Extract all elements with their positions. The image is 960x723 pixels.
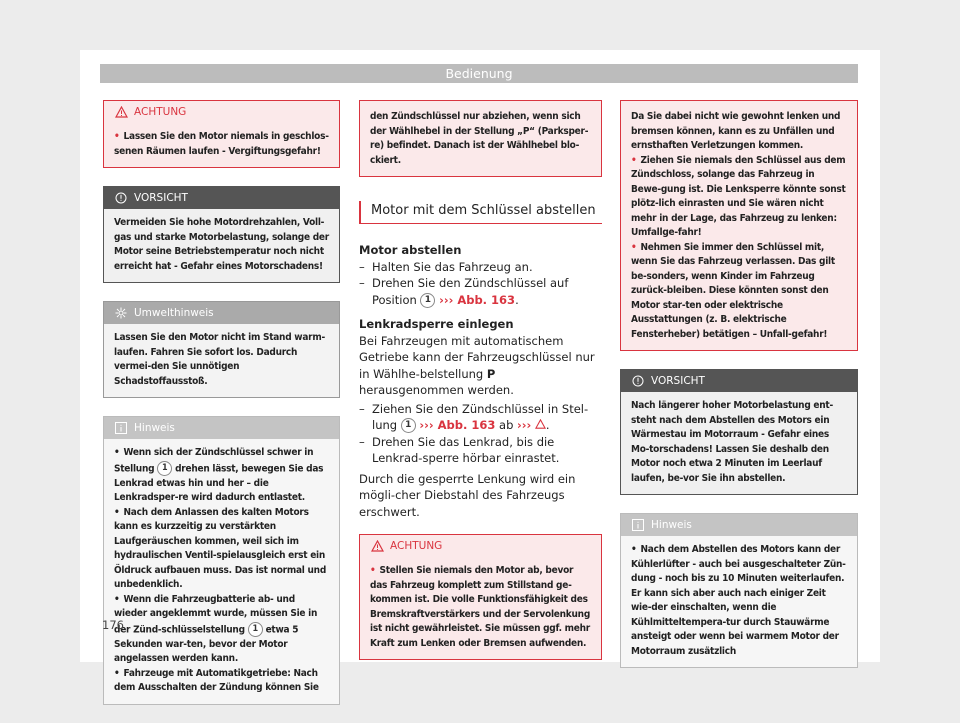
caution-body: Nach längerer hoher Motorbelastung ent-steht nach dem Abstellen des Motors ein Wärmestau im Motorraum - Gefahr eines Mo-torschadens! Lassen Sie deshalb den Motor noch etwa 2 Minuten im Leerlauf laufen, be-vor Sie ihn abstellen. bbox=[631, 400, 833, 484]
warning-title: ACHTUNG bbox=[390, 540, 443, 552]
figure-link[interactable]: ››› Abb. 163 bbox=[419, 418, 496, 432]
warning-triangle-icon bbox=[114, 106, 128, 118]
environment-body: Lassen Sie den Motor nicht im Stand warm-laufen. Fahren Sie sofort los. Dadurch vermei-den Sie unnötigen Schadstoffausstoß. bbox=[114, 332, 325, 387]
list-item: • Stellen Sie niemals den Motor ab, bevor das Fahrzeug komplett zum Stillstand ge-kommen ist. Die volle Funktionsfähigkeit des Bremskraftverstärkers und der Servolenkung ist nicht gewährleistet. Sie müssen ggf. mehr Kraft zum Lenken oder Bremsen aufwenden. bbox=[370, 565, 591, 649]
leaf-icon bbox=[114, 307, 128, 319]
note-body bbox=[104, 439, 339, 704]
info-circle-icon bbox=[114, 192, 128, 204]
caution-title: VORSICHT bbox=[134, 192, 188, 204]
caution-box bbox=[103, 186, 340, 283]
caution-box bbox=[620, 369, 858, 495]
warning-title: ACHTUNG bbox=[134, 106, 187, 118]
caution-title: VORSICHT bbox=[651, 375, 705, 387]
column-middle bbox=[359, 100, 602, 678]
list-item: • Wenn die Fahrzeugbatterie ab- und wieder angeklemmt wurde, müssen Sie in der Zünd-schlüsselstellung 1 etwa 5 Sekunden war-ten, bevor der Motor angelassen werden kann. bbox=[114, 593, 318, 664]
position-marker: 1 bbox=[420, 293, 435, 308]
page-header: Bedienung bbox=[100, 64, 858, 83]
info-circle-icon bbox=[631, 375, 645, 387]
warning-box bbox=[103, 100, 340, 168]
warning-continued-box bbox=[620, 100, 858, 351]
warning-continued-body bbox=[621, 101, 857, 350]
note-title: Hinweis bbox=[134, 422, 175, 434]
list-item: • Fahrzeuge mit Automatikgetriebe: Nach dem Ausschalten der Zündung können Sie bbox=[114, 667, 319, 693]
warning-triangle-icon bbox=[535, 418, 546, 432]
list-item: – Drehen Sie das Lenkrad, bis die Lenkrad-sperre hörbar einrastet. bbox=[359, 434, 560, 465]
instructions bbox=[359, 242, 602, 520]
paragraph: Bei Fahrzeugen mit automatischem Getriebe kann der Fahrzeugschlüssel nur in Wählhe-belstellung P herausgenommen werden. bbox=[359, 333, 595, 397]
section-title: Motor mit dem Schlüssel abstellen bbox=[359, 201, 602, 224]
note-header bbox=[104, 417, 339, 439]
list-item: – Halten Sie das Fahrzeug an. bbox=[359, 259, 533, 274]
caution-header bbox=[621, 370, 857, 392]
warning-body bbox=[360, 557, 601, 659]
position-marker: 1 bbox=[401, 418, 416, 433]
note-header bbox=[621, 514, 857, 536]
list-item: – Drehen Sie den Zündschlüssel auf Position 1 ››› Abb. 163. bbox=[359, 276, 569, 307]
warning-link[interactable]: ››› bbox=[517, 418, 532, 432]
info-square-icon bbox=[631, 519, 645, 531]
warning-header bbox=[104, 101, 339, 123]
figure-link[interactable]: ››› Abb. 163 bbox=[439, 292, 516, 307]
position-marker: 1 bbox=[248, 622, 263, 637]
list-item: • Wenn sich der Zündschlüssel schwer in Stellung 1 drehen lässt, bewegen Sie das Lenkrad etwas hin und her – die Lenkradsper-re wird dadurch entlastet. bbox=[114, 447, 324, 503]
note-box bbox=[103, 416, 340, 705]
subheading: Lenkradsperre einlegen bbox=[359, 317, 514, 331]
environment-box bbox=[103, 301, 340, 398]
info-square-icon bbox=[114, 422, 128, 434]
warning-continued-box bbox=[359, 100, 602, 177]
warning-header bbox=[360, 535, 601, 557]
position-marker: 1 bbox=[157, 461, 172, 476]
list-item: • Nehmen Sie immer den Schlüssel mit, wenn Sie das Fahrzeug verlassen. Das gilt be-sonders, wenn Kinder im Fahrzeug zurück-bleiben. Diese könnten sonst den Motor star-ten oder elektrische Ausstattungen (z. B. elektrische Fensterheber) betätigen – Unfall-gefahr! bbox=[631, 241, 835, 340]
list-item: – Ziehen Sie den Zündschlüssel in Stel-lung 1 ››› Abb. 163 ab ››› . bbox=[359, 401, 589, 432]
environment-header bbox=[104, 302, 339, 324]
warning-body bbox=[104, 123, 339, 167]
caution-header bbox=[104, 187, 339, 209]
note-body bbox=[621, 536, 857, 667]
caution-body: Vermeiden Sie hohe Motordrehzahlen, Voll-gas und starke Motorbelastung, solange der Motor seine Betriebstemperatur noch nicht erreicht hat - Gefahr eines Motorschadens! bbox=[114, 217, 329, 272]
list-item: • Nach dem Abstellen des Motors kann der Kühlerlüfter - auch bei ausgeschalteter Zün-dung - noch bis zu 10 Minuten weiterlaufen. Er kann sich aber auch nach einiger Zeit wie-der einschalten, wenn die Kühlmitteltempera-tur durch Stauwärme ansteigt oder wenn bei warmem Motor der Motorraum zusätzlich bbox=[631, 544, 846, 657]
warning-box bbox=[359, 534, 602, 660]
subheading: Motor abstellen bbox=[359, 243, 462, 257]
warning-triangle-icon bbox=[370, 540, 384, 552]
note-title: Hinweis bbox=[651, 519, 692, 531]
list-item: • Nach dem Anlassen des kalten Motors kann es kurzzeitig zu verstärkten Laufgeräuschen kommen, weil sich im hydraulischen Ventil-spielausgleich erst ein Öldruck aufbauen muss. Das ist normal und unbedenklich. bbox=[114, 506, 327, 590]
environment-title: Umwelthinweis bbox=[134, 307, 214, 319]
list-item: • Lassen Sie den Motor niemals in geschlos-senen Räumen laufen - Vergiftungsgefahr! bbox=[114, 131, 329, 157]
page-number: 176 bbox=[102, 618, 124, 632]
warning-continued-body: den Zündschlüssel nur abziehen, wenn sich der Wählhebel in der Stellung „P“ (Parksper-re) befindet. Danach ist der Wählhebel blo-ckiert. bbox=[370, 111, 589, 166]
paragraph: Durch die gesperrte Lenkung wird ein mögli-cher Diebstahl des Fahrzeugs erschwert. bbox=[359, 471, 576, 519]
list-item: • Ziehen Sie niemals den Schlüssel aus dem Zündschloss, solange das Fahrzeug in Bewe-gung ist. Die Lenksperre könnte sonst plötz-lich einrasten und Sie wären nicht mehr in der Lage, das Fahrzeug zu lenken: Umfallge-fahr! bbox=[631, 154, 846, 238]
note-box bbox=[620, 513, 858, 668]
column-right bbox=[620, 100, 858, 686]
paragraph: Da Sie dabei nicht wie gewohnt lenken und bremsen können, kann es zu Unfällen und ernsthaften Verletzungen kommen. bbox=[631, 111, 841, 151]
manual-page bbox=[80, 50, 880, 693]
column-left bbox=[103, 100, 340, 723]
